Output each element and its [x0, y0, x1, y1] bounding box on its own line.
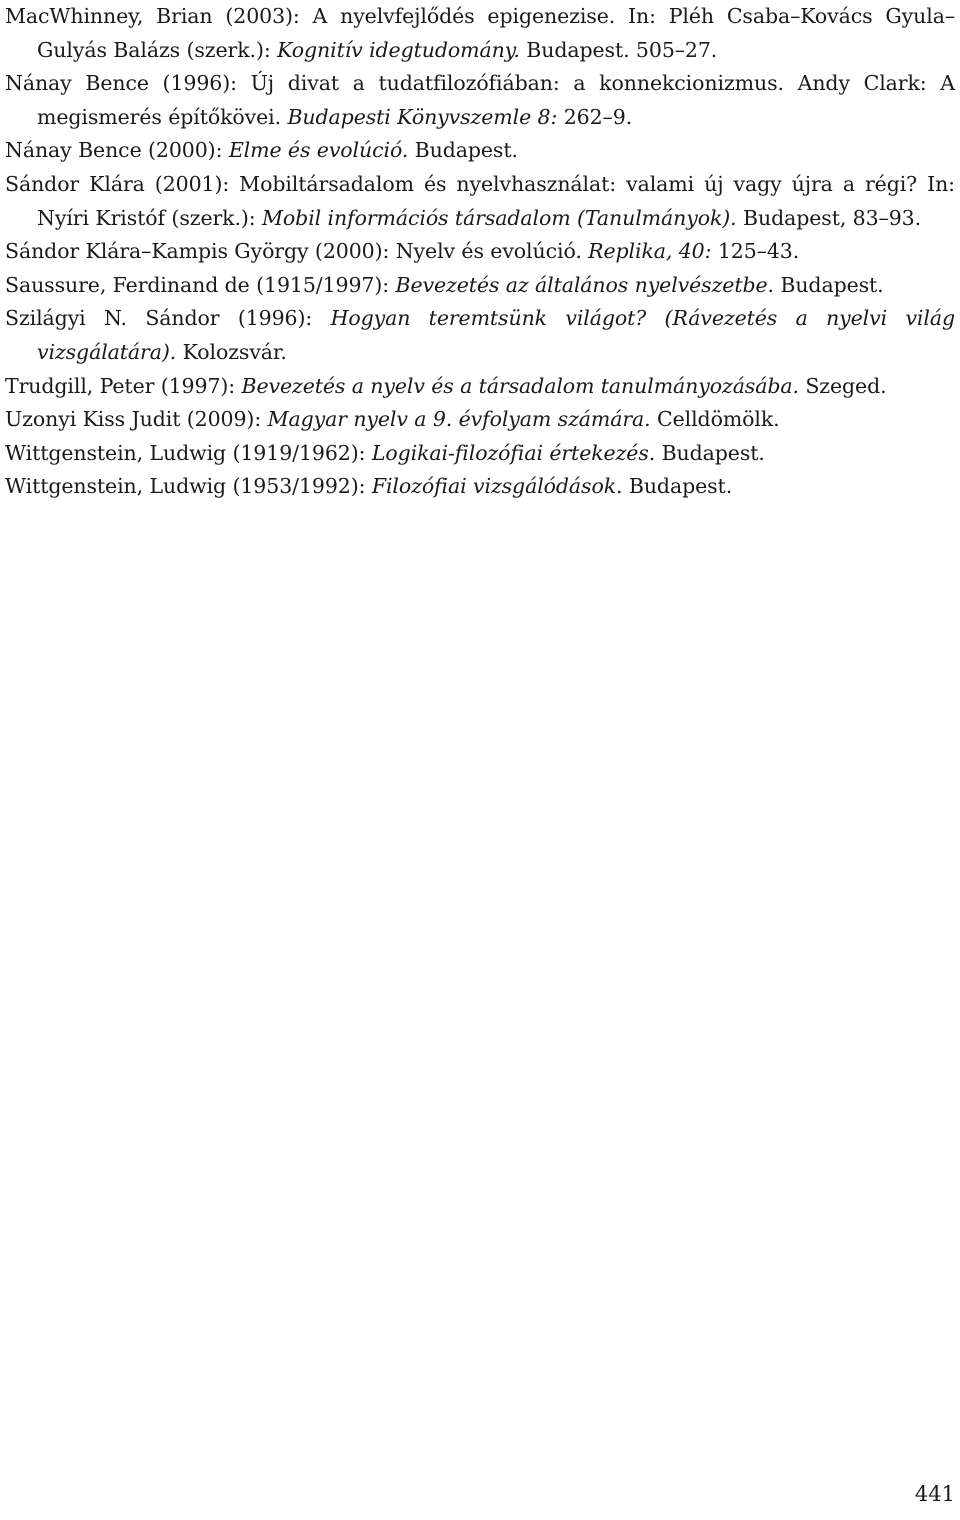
reference-title: Replika, 40: — [588, 239, 712, 264]
reference-text: Celldömölk. — [650, 407, 780, 432]
reference-text: 125–43. — [711, 239, 800, 264]
reference-text: Trudgill, Peter (1997): — [5, 373, 242, 398]
reference-title: Kognitív idegtudomány. — [277, 37, 520, 62]
reference-text: Budapest. — [408, 138, 518, 163]
reference-entry — [5, 134, 955, 168]
reference-title: Hogyan teremtsünk világot? (Rávezetés a nyelvi világ vizsgálatára). — [37, 306, 955, 364]
reference-title: Budapesti Könyvszemle 8: — [287, 104, 558, 129]
reference-text: Sándor Klára (2001): Mobiltársadalom és nyelvhasználat: valami új vagy újra a régi? In: Nyíri Kristóf (szerk.): — [5, 171, 955, 230]
reference-entry — [5, 302, 955, 369]
reference-list — [5, 0, 955, 504]
reference-entry — [5, 437, 955, 471]
reference-text: MacWhinney, Brian (2003): A nyelvfejlődés epigenezise. In: Pléh Csaba–Kovács Gyula–Gulyás Balázs (szerk.): — [5, 4, 955, 62]
reference-title: Elme és evolúció. — [228, 138, 409, 163]
reference-text: Uzonyi Kiss Judit (2009): — [5, 407, 268, 432]
reference-text: 262–9. — [557, 104, 633, 129]
reference-text: Nánay Bence (2000): — [5, 138, 229, 163]
reference-entry — [5, 67, 955, 134]
page-number: 441 — [914, 1482, 955, 1506]
reference-text: Saussure, Ferdinand de (1915/1997): — [5, 272, 396, 297]
reference-text: Kolozsvár. — [176, 339, 287, 364]
reference-text: Budapest. 505–27. — [519, 37, 718, 62]
reference-entry — [5, 168, 955, 235]
reference-entry — [5, 403, 955, 437]
reference-text: Budapest. — [655, 440, 765, 465]
reference-text: Budapest. — [622, 474, 733, 499]
reference-text: Budapest, 83–93. — [736, 205, 922, 230]
reference-title: Magyar nyelv a 9. évfolyam számára. — [267, 407, 651, 432]
reference-text: Budapest. — [773, 272, 884, 297]
reference-text: Szeged. — [798, 373, 887, 398]
reference-text: Wittgenstein, Ludwig (1953/1992): — [5, 474, 372, 499]
reference-title: Bevezetés az általános nyelvészetbe. — [395, 272, 774, 297]
reference-text: Wittgenstein, Ludwig (1919/1962): — [5, 440, 372, 465]
reference-entry — [5, 0, 955, 67]
reference-title: Logikai-filozófiai értekezés. — [371, 440, 656, 465]
reference-title: Filozófiai vizsgálódások. — [371, 474, 623, 499]
reference-title: Mobil információs társadalom (Tanulmányok). — [262, 205, 737, 230]
reference-entry — [5, 269, 955, 303]
reference-text: Szilágyi N. Sándor (1996): — [5, 306, 331, 331]
reference-text: Sándor Klára–Kampis György (2000): Nyelv és evolúció. — [5, 239, 589, 264]
reference-entry — [5, 470, 955, 504]
reference-entry — [5, 370, 955, 404]
reference-title: Bevezetés a nyelv és a társadalom tanulmányozásába. — [241, 373, 799, 398]
reference-entry — [5, 235, 955, 269]
reference-text: Nánay Bence (1996): Új divat a tudatfilozófiában: a konnekcionizmus. Andy Clark: A megismerés építőkövei. — [5, 71, 955, 129]
